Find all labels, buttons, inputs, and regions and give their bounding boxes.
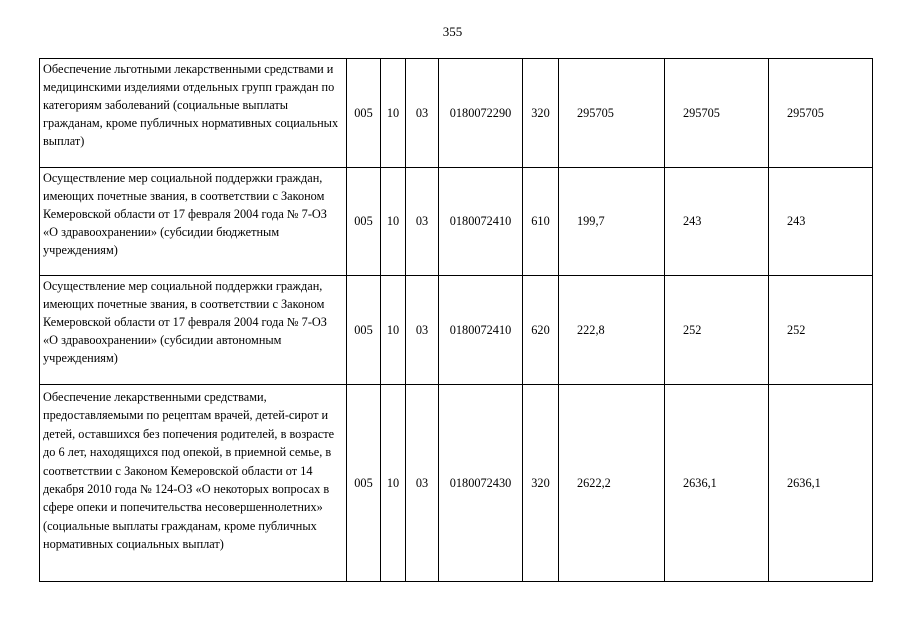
section-code-cell: 10 xyxy=(381,168,406,276)
amount-cell-3: 252 xyxy=(769,276,873,385)
table-row xyxy=(40,276,873,385)
expense-name-cell: Обеспечение лекарственными средствами, предоставляемыми по рецептам врачей, детей-сирот и детей, оставшихся без попечения родителей, в возрасте до 6 лет, находящихся под опекой, в приемной семье, в соответствии с Законом Кемеровской области от 14 декабря 2010 года № 124-ОЗ «О некоторых вопросах в сфере опеки и попечительства несовершеннолетних» (социальные выплаты гражданам, кроме публичных нормативных социальных выплат) xyxy=(40,385,347,582)
amount-cell-1: 2622,2 xyxy=(559,385,665,582)
target-code-cell: 0180072430 xyxy=(439,385,523,582)
amount-cell-2: 243 xyxy=(665,168,769,276)
expense-type-cell: 620 xyxy=(523,276,559,385)
target-code-cell: 0180072410 xyxy=(439,168,523,276)
table-row xyxy=(40,168,873,276)
amount-cell-2: 295705 xyxy=(665,59,769,168)
amount-cell-1: 199,7 xyxy=(559,168,665,276)
amount-cell-2: 2636,1 xyxy=(665,385,769,582)
amount-cell-3: 243 xyxy=(769,168,873,276)
table-row xyxy=(40,385,873,582)
amount-cell-1: 295705 xyxy=(559,59,665,168)
section-code-cell: 10 xyxy=(381,276,406,385)
ministry-code-cell: 005 xyxy=(347,168,381,276)
ministry-code-cell: 005 xyxy=(347,59,381,168)
expense-type-cell: 610 xyxy=(523,168,559,276)
section-code-cell: 10 xyxy=(381,385,406,582)
table-row xyxy=(40,59,873,168)
ministry-code-cell: 005 xyxy=(347,385,381,582)
amount-cell-3: 2636,1 xyxy=(769,385,873,582)
section-code-cell: 10 xyxy=(381,59,406,168)
ministry-code-cell: 005 xyxy=(347,276,381,385)
expense-name-cell: Осуществление мер социальной поддержки граждан, имеющих почетные звания, в соответствии с Законом Кемеровской области от 17 февраля 2004 года № 7-ОЗ «О здравоохранении» (субсидии автономным учреждениям) xyxy=(40,276,347,385)
expense-name-cell: Обеспечение льготными лекарственными средствами и медицинскими изделиями отдельных групп граждан по категориям заболеваний (социальные выплаты гражданам, кроме публичных нормативных социальных выплат) xyxy=(40,59,347,168)
subsection-code-cell: 03 xyxy=(406,276,439,385)
amount-cell-3: 295705 xyxy=(769,59,873,168)
budget-table xyxy=(39,58,873,582)
subsection-code-cell: 03 xyxy=(406,168,439,276)
page-number: 355 xyxy=(442,24,463,39)
subsection-code-cell: 03 xyxy=(406,385,439,582)
expense-name-cell: Осуществление мер социальной поддержки граждан, имеющих почетные звания, в соответствии с Законом Кемеровской области от 17 февраля 2004 года № 7-ОЗ «О здравоохранении» (субсидии бюджетным учреждениям) xyxy=(40,168,347,276)
target-code-cell: 0180072290 xyxy=(439,59,523,168)
expense-type-cell: 320 xyxy=(523,59,559,168)
amount-cell-2: 252 xyxy=(665,276,769,385)
amount-cell-1: 222,8 xyxy=(559,276,665,385)
expense-type-cell: 320 xyxy=(523,385,559,582)
subsection-code-cell: 03 xyxy=(406,59,439,168)
target-code-cell: 0180072410 xyxy=(439,276,523,385)
